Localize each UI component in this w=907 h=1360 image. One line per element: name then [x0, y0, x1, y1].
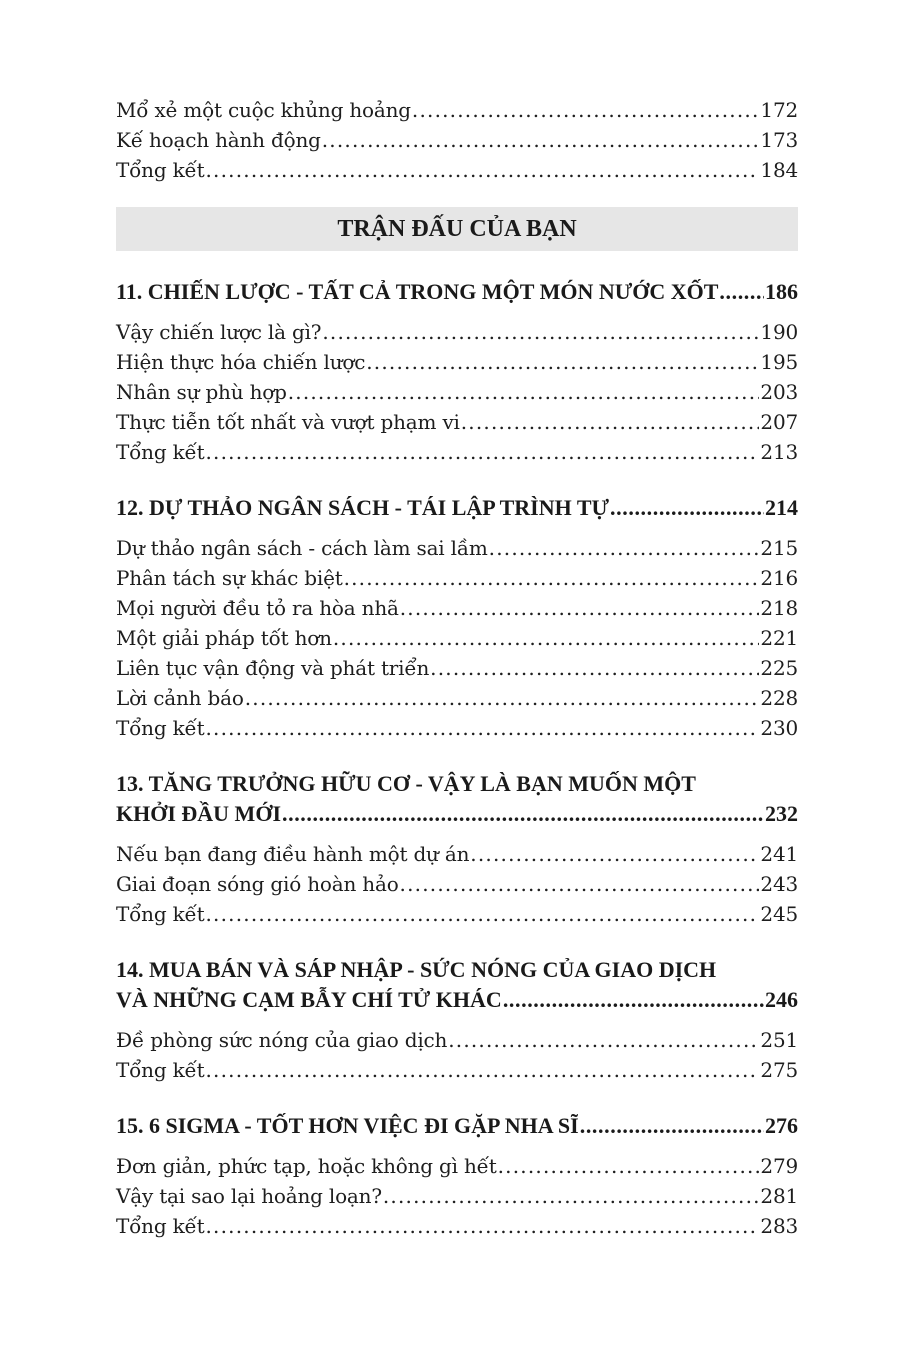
toc-entry[interactable]	[116, 407, 798, 437]
pre-entries	[116, 95, 798, 185]
section-banner	[116, 207, 798, 251]
toc-entry-page: 173	[760, 128, 798, 152]
chapter-page: 186	[765, 279, 798, 304]
dot-leader	[470, 839, 759, 869]
dot-leader	[205, 155, 759, 185]
toc-entry[interactable]	[116, 95, 798, 125]
toc-entry[interactable]	[116, 1055, 798, 1085]
toc-entry-page: 195	[760, 350, 798, 374]
chapter-title-line1: 14. MUA BÁN VÀ SÁP NHẬP - SỨC NÓNG CỦA GIAO DỊCH	[116, 957, 717, 982]
toc-entry-page: 203	[760, 380, 798, 404]
toc-entry-title: Giai đoạn sóng gió hoàn hảo	[116, 872, 399, 896]
toc-entry[interactable]	[116, 839, 798, 869]
toc-entry-title: Nếu bạn đang điều hành một dự án	[116, 842, 470, 866]
toc-entry-page: 218	[760, 596, 798, 620]
chapter-title: VÀ NHỮNG CẠM BẪY CHÍ TỬ KHÁC	[116, 987, 502, 1012]
toc-entry[interactable]	[116, 713, 798, 743]
toc-entry-title: Một giải pháp tốt hơn	[116, 626, 332, 650]
toc-entry-title: Vậy tại sao lại hoảng loạn?	[116, 1184, 382, 1208]
toc-entry-page: 283	[760, 1214, 798, 1238]
chapter-heading[interactable]	[116, 493, 798, 523]
toc-entry-title: Phân tách sự khác biệt	[116, 566, 343, 590]
toc-entry-page: 213	[760, 440, 798, 464]
toc-entry[interactable]	[116, 437, 798, 467]
toc-entry-title: Tổng kết	[116, 158, 205, 182]
chapter-list	[116, 277, 798, 1241]
chapter-entries	[116, 317, 798, 467]
toc-entry-page: 243	[760, 872, 798, 896]
chapter-page: 276	[765, 1113, 798, 1138]
dot-leader	[580, 1111, 764, 1141]
toc-entry[interactable]	[116, 533, 798, 563]
chapter-block	[116, 1111, 798, 1241]
toc-entry-page: 216	[760, 566, 798, 590]
dot-leader	[205, 899, 759, 929]
dot-leader	[245, 683, 760, 713]
chapter-entries	[116, 533, 798, 743]
toc-entry-title: Mổ xẻ một cuộc khủng hoảng	[116, 98, 411, 122]
toc-entry-title: Dự thảo ngân sách - cách làm sai lầm	[116, 536, 488, 560]
chapter-title: KHỞI ĐẦU MỚI	[116, 801, 281, 826]
dot-leader	[282, 799, 764, 829]
dot-leader	[322, 125, 760, 155]
chapter-block	[116, 277, 798, 467]
toc-entry-page: 241	[760, 842, 798, 866]
toc-entry-page: 228	[760, 686, 798, 710]
chapter-block	[116, 955, 798, 1085]
chapter-page: 232	[765, 801, 798, 826]
toc-entry[interactable]	[116, 869, 798, 899]
toc-entry[interactable]	[116, 1211, 798, 1241]
toc-entry-title: Hiện thực hóa chiến lược	[116, 350, 366, 374]
toc-entry-page: 230	[760, 716, 798, 740]
toc-entry-page: 275	[760, 1058, 798, 1082]
chapter-heading[interactable]	[116, 1111, 798, 1141]
toc-entry-title: Vậy chiến lược là gì?	[116, 320, 322, 344]
dot-leader	[400, 593, 760, 623]
toc-entry-title: Tổng kết	[116, 1058, 205, 1082]
toc-entry-title: Liên tục vận động và phát triển	[116, 656, 430, 680]
dot-leader	[489, 533, 760, 563]
chapter-page: 246	[765, 987, 798, 1012]
toc-entry-page: 184	[760, 158, 798, 182]
toc-page	[116, 95, 798, 1241]
dot-leader	[412, 95, 760, 125]
toc-entry[interactable]	[116, 155, 798, 185]
toc-entry[interactable]	[116, 317, 798, 347]
toc-entry-page: 225	[760, 656, 798, 680]
toc-entry-page: 172	[760, 98, 798, 122]
chapter-entries	[116, 1025, 798, 1085]
toc-entry[interactable]	[116, 347, 798, 377]
toc-entry[interactable]	[116, 899, 798, 929]
toc-entry[interactable]	[116, 623, 798, 653]
toc-entry-title: Nhân sự phù hợp	[116, 380, 287, 404]
chapter-title-line1: 13. TĂNG TRƯỞNG HỮU CƠ - VẬY LÀ BẠN MUỐN MỘT	[116, 771, 696, 796]
chapter-block	[116, 769, 798, 929]
toc-entry-page: 207	[760, 410, 798, 434]
chapter-block	[116, 493, 798, 743]
toc-entry-page: 279	[760, 1154, 798, 1178]
toc-entry[interactable]	[116, 593, 798, 623]
dot-leader	[610, 493, 764, 523]
chapter-page: 214	[765, 495, 798, 520]
chapter-entries	[116, 839, 798, 929]
chapter-heading[interactable]	[116, 955, 798, 1015]
toc-entry-title: Mọi người đều tỏ ra hòa nhã	[116, 596, 399, 620]
dot-leader	[400, 869, 760, 899]
toc-entry-page: 221	[760, 626, 798, 650]
toc-entry-title: Tổng kết	[116, 902, 205, 926]
toc-entry-page: 251	[760, 1028, 798, 1052]
toc-entry-title: Lời cảnh báo	[116, 686, 244, 710]
chapter-heading[interactable]	[116, 277, 798, 307]
dot-leader	[322, 317, 759, 347]
toc-entry-page: 281	[760, 1184, 798, 1208]
dot-leader	[366, 347, 759, 377]
toc-entry[interactable]	[116, 1151, 798, 1181]
chapter-heading[interactable]	[116, 769, 798, 829]
toc-entry-title: Thực tiễn tốt nhất và vượt phạm vi	[116, 410, 460, 434]
chapter-title: 12. DỰ THẢO NGÂN SÁCH - TÁI LẬP TRÌNH TỰ	[116, 495, 610, 520]
dot-leader	[205, 713, 759, 743]
toc-entry-page: 245	[760, 902, 798, 926]
dot-leader	[498, 1151, 760, 1181]
toc-entry-title: Đơn giản, phức tạp, hoặc không gì hết	[116, 1154, 497, 1178]
toc-entry[interactable]	[116, 1181, 798, 1211]
dot-leader	[719, 277, 764, 307]
chapter-title: 11. CHIẾN LƯỢC - TẤT CẢ TRONG MỘT MÓN NƯỚC XỐT	[116, 279, 719, 304]
toc-entry[interactable]	[116, 1025, 798, 1055]
dot-leader	[448, 1025, 759, 1055]
dot-leader	[430, 653, 759, 683]
dot-leader	[205, 437, 759, 467]
toc-entry-title: Tổng kết	[116, 1214, 205, 1238]
chapter-entries	[116, 1151, 798, 1241]
toc-entry[interactable]	[116, 125, 798, 155]
toc-entry-title: Kế hoạch hành động	[116, 128, 321, 152]
dot-leader	[344, 563, 760, 593]
dot-leader	[383, 1181, 760, 1211]
toc-entry[interactable]	[116, 653, 798, 683]
dot-leader	[288, 377, 760, 407]
toc-entry-title: Tổng kết	[116, 440, 205, 464]
chapter-title: 15. 6 SIGMA - TỐT HƠN VIỆC ĐI GẶP NHA SĨ	[116, 1113, 579, 1138]
toc-entry-page: 190	[760, 320, 798, 344]
toc-entry-title: Tổng kết	[116, 716, 205, 740]
toc-entry[interactable]	[116, 377, 798, 407]
toc-entry-title: Đề phòng sức nóng của giao dịch	[116, 1028, 448, 1052]
toc-entry[interactable]	[116, 563, 798, 593]
dot-leader	[205, 1055, 759, 1085]
toc-entry[interactable]	[116, 683, 798, 713]
section-title: TRẬN ĐẤU CỦA BẠN	[337, 215, 577, 242]
dot-leader	[333, 623, 760, 653]
dot-leader	[503, 985, 764, 1015]
toc-entry-page: 215	[760, 536, 798, 560]
dot-leader	[205, 1211, 759, 1241]
dot-leader	[461, 407, 760, 437]
